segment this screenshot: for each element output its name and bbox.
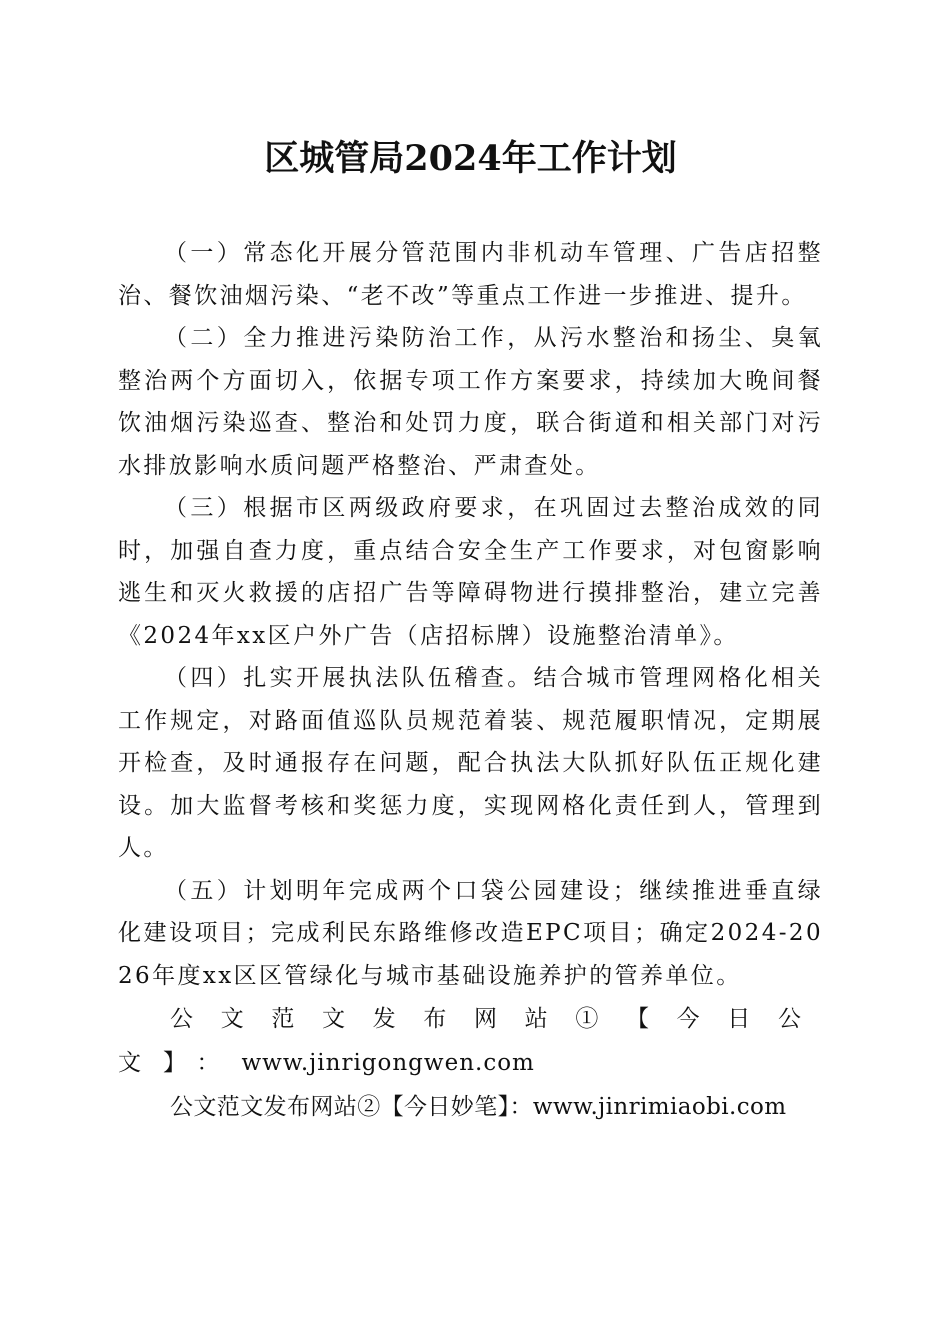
- site-2-url[interactable]: www.jinrimiaobi.com: [532, 1094, 787, 1120]
- paragraph-2: （二）全力推进污染防治工作，从污水整治和扬尘、臭氧整治两个方面切入，依据专项工作方案要求，持续加大晚间餐饮油烟污染巡查、整治和处罚力度，联合街道和相关部门对污水排放影响水质问题严格整治、严肃查处。: [118, 325, 823, 479]
- site-line-2: [118, 1085, 823, 1129]
- paragraph-4: （四）扎实开展执法队伍稽查。结合城市管理网格化相关工作规定，对路面值巡队员规范着装、规范履职情况，定期展开检查，及时通报存在问题，配合执法大队抓好队伍正规化建设。加大监督考核和奖惩力度，实现网格化责任到人，管理到人。: [118, 665, 823, 861]
- site-line-1: [118, 997, 823, 1085]
- site-1-label: 公文范文发布网站①【今日公文】：: [118, 1006, 823, 1076]
- paragraph-5: （五）计划明年完成两个口袋公园建设；继续推进垂直绿化建设项目；完成利民东路维修改造EPC项目；确定2024-2026年度xx区区管绿化与城市基础设施养护的管养单位。: [118, 877, 823, 989]
- document-body: [118, 232, 823, 1129]
- paragraph-3: （三）根据市区两级政府要求，在巩固过去整治成效的同时，加强自查力度，重点结合安全生产工作要求，对包窗影响逃生和灭火救援的店招广告等障碍物进行摸排整治，建立完善《2024年xx区户外广告（店招标牌）设施整治清单》。: [118, 495, 823, 649]
- paragraph-1: （一）常态化开展分管范围内非机动车管理、广告店招整治、餐饮油烟污染、“老不改”等重点工作进一步推进、提升。: [118, 240, 823, 309]
- site-1-url[interactable]: www.jinrigongwen.com: [241, 1050, 535, 1076]
- document-title: 区城管局2024年工作计划: [264, 138, 677, 179]
- site-2-label: 公文范文发布网站②【今日妙笔】：: [170, 1094, 533, 1120]
